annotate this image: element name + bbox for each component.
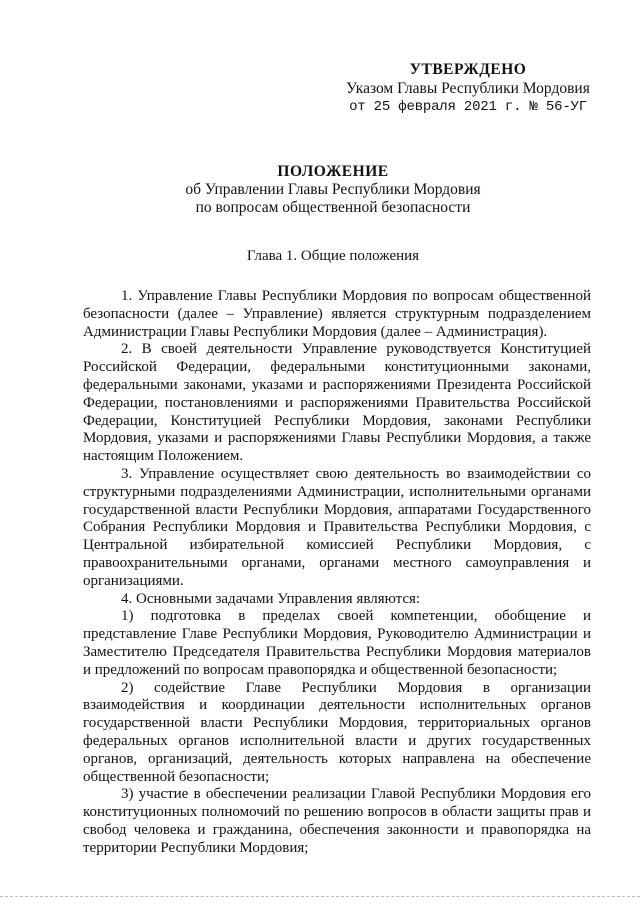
paragraph: 3. Управление осуществляет свою деятельность во взаимодействии со структурными подразделениями Администрации, исполнительными органами государственной власти Республики Мордовия, аппаратами Государственного Собрания Республики Мордовия и Правительства Республики Мордовия, с Центральной избирательной комиссией Республики Мордовия, с правоохранительными органами, органами местного самоуправления и организациями. bbox=[83, 465, 591, 589]
paragraph: 1. Управление Главы Республики Мордовия по вопросам общественной безопасности (далее – Управление) является структурным подразделением Администрации Главы Республики Мордовия (далее – Администрация). bbox=[83, 288, 591, 340]
regulation-title-block bbox=[60, 163, 606, 217]
paragraph: 3) участие в обеспечении реализации Главой Республики Мордовия его конституционных полномочий по решению вопросов в области защиты прав и свобод человека и гражданина, обеспечения законности и правопорядка на территории Республики Мордовия; bbox=[83, 786, 591, 856]
chapter-heading: Глава 1. Общие положения bbox=[246, 248, 420, 264]
paragraph: 4. Основными задачами Управления являются: bbox=[121, 590, 421, 607]
document-body bbox=[83, 288, 591, 858]
approval-stamp bbox=[318, 60, 618, 117]
approval-decree: Указом Главы Республики Мордовия bbox=[346, 80, 590, 97]
paragraph: 1) подготовка в пределах своей компетенции, обобщение и представление Главе Республики Мордовия, Руководителю Администрации и Заместителю Председателя Правительства Республики Мордовия материалов и предложений по вопросам правопорядка и общественной безопасности; bbox=[83, 608, 591, 678]
page-bottom-edge bbox=[0, 896, 640, 898]
regulation-subtitle-line-1: об Управлении Главы Республики Мордовия bbox=[185, 181, 481, 198]
approval-title: УТВЕРЖДЕНО bbox=[409, 61, 527, 78]
regulation-subtitle-line-2: по вопросам общественной безопасности bbox=[195, 199, 471, 216]
regulation-title: ПОЛОЖЕНИЕ bbox=[277, 163, 389, 180]
paragraph: 2. В своей деятельности Управление руководствуется Конституцией Российской Федерации, федеральными конституционными законами, федеральными законами, указами и распоряжениями Президента Российской Федерации, постановлениями и распоряжениями Правительства Российской Федерации, Конституцией Республики Мордовия, законами Республики Мордовия, указами и распоряжениями Главы Республики Мордовия, а также настоящим Положением. bbox=[83, 341, 591, 465]
approval-date-line: от 25 февраля 2021 г. № 56-УГ bbox=[349, 99, 587, 115]
paragraph: 2) содействие Главе Республики Мордовия в организации взаимодействия и координации деятельности исполнительных органов государственной власти Республики Мордовия, территориальных органов федеральных органов исполнительной власти и других государственных органов, организаций, деятельность которых направлена на обеспечение общественной безопасности; bbox=[83, 679, 591, 785]
